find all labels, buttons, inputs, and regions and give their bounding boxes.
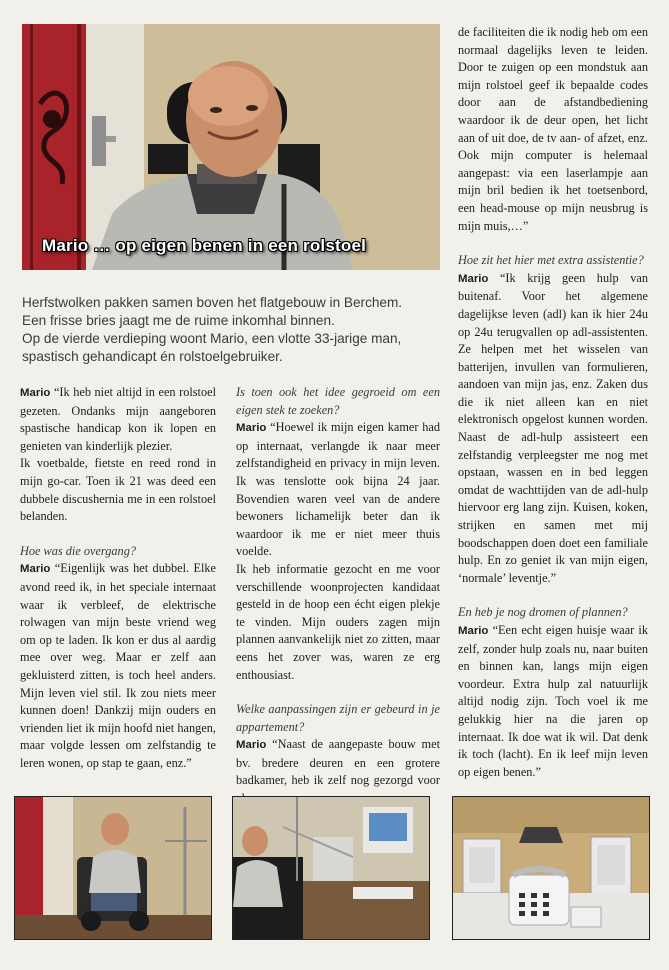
- speaker-label: Mario: [20, 387, 51, 399]
- interview-question: Hoe zit het hier met extra assistentie?: [458, 253, 644, 268]
- hero-caption: Mario … op eigen benen in een rolstoel: [42, 236, 367, 255]
- paragraph-text: “Hoewel ik mijn eigen kamer had op internaat, verlangde ik naar meer zelfstandigheid en privacy in mijn leven. Ik was tenslotte ook bijna 24 jaar. Bovendien waren veel van de andere bewoners lichamelijk beter dan ik waardoor ik me er niet meer thuis voelde.: [236, 420, 440, 559]
- paragraph-text: “Ik heb niet altijd in een rolstoel gezeten. Ondanks mijn aangeboren spastische handicap kon ik lopen en genieten van kinderlijk plezier.: [20, 385, 216, 453]
- paragraph: [20, 560, 216, 772]
- interview-question: Hoe was die overgang?: [20, 543, 137, 558]
- intro-line: Op de vierde verdieping woont Mario, een vlotte 33-jarige man,: [22, 331, 402, 346]
- interview-question: Is toen ook het idee gegroeid om een eigen stek te zoeken?: [236, 385, 440, 417]
- hero-photo-illustration: [22, 24, 440, 270]
- photo-living-room: [14, 796, 212, 940]
- paragraph: [20, 384, 216, 455]
- intro-line: spastisch gehandicapt én rolstoelgebruiker.: [22, 349, 283, 364]
- speaker-label: Mario: [236, 422, 267, 435]
- photo-adapted-telephone: [452, 796, 650, 940]
- speaker-label: Mario: [236, 739, 267, 752]
- intro-line: Herfstwolken pakken samen boven het flatgebouw in Berchem.: [22, 295, 403, 310]
- paragraph: Ik heb informatie gezocht en me voor verschillende woonprojecten kandidaat gesteld in de hoop een écht eigen plekje te vinden. Mijn ouders zagen mijn plannen aanvankelijk niet zo zitten, maar eens het zover was, waren ze erg enthousiast.: [236, 561, 440, 682]
- intro-line: Een frisse bries jaagt me de ruime inkomhal binnen.: [22, 313, 335, 328]
- paragraph-text: “Naast de aangepaste bouw met bv. bredere deuren en een grotere badkamer, heb ik zelf nog gezorgd voor: [236, 737, 440, 788]
- interview-question: Welke aanpassingen zijn er gebeurd in je appartement?: [236, 702, 440, 734]
- article-column-3: [458, 24, 648, 851]
- interview-question: En heb je nog dromen of plannen?: [458, 605, 628, 620]
- paragraph: [458, 622, 648, 781]
- paragraph-text: “Ik krijg geen hulp van buitenaf. Voor het algemene dagelijkse leven (adl) kan ik hier 24u op 24u terugvallen op adl-assistenten. Ze helpen met het wisselen van batterijen, invullen van formulieren, aandoen van mijn jas, enz. Zaken dus die ik niet alleen kan en niet elektronisch opgelost kunnen worden. Naast de adl-hulp assisteert een zelfstandig verpleegster me nog met opstaan, wassen en in bed leggen omdat de wachttijden van de adl-hulp hiervoor erg lang zijn. Kuisen, koken, strijken en samen met mij boodschappen doen doet een familiale hulp. En zo geniet ik van mijn eigen, ‘normale’ leventje.”: [458, 270, 648, 585]
- paragraph: Ik voetbalde, fietste en reed rond in mijn go-car. Toen ik 21 was deed een dubbele discushernia me in een rolstoel belanden.: [20, 456, 216, 524]
- paragraph-text: “Een echt eigen huisje waar ik zelf, zonder hulp zoals nu, naar buiten en binnen kan, langs mijn eigen voordeur. Extra hulp zal natuurlijk altijd nodig zijn. Toch voel ik me gelukkig hier na die jaren op internaat. Ik doe wat ik wil. Dat denk ik toch (lacht). En ik leef mijn leven op eigen benen.”: [458, 623, 648, 779]
- speaker-label: Mario: [458, 272, 489, 285]
- speaker-label: Mario: [20, 563, 51, 576]
- article-column-2: [236, 384, 440, 808]
- speaker-label: Mario: [458, 625, 489, 637]
- paragraph: [458, 270, 648, 588]
- intro-lead: [22, 294, 452, 366]
- article-column-1: [20, 384, 216, 772]
- paragraph-text: “Eigenlijk was het dubbel. Elke avond reed ik, in het speciale internaat waar ik verbleef, de elektrische rolwagen van mijn beste vriend weg om op te laden. Ik kon er dus al aardig mee over weg. Maar er zelf aan gekluisterd zitten, is toch heel anders. Mijn leven viel stil. Ik zou niets meer kunnen doen! Dankzij mijn ouders en vrienden liet ik mijn hoofd niet hangen, maar volgde lessen om zelfstandig te leren wonen, op stap te gaan, enz.”: [20, 561, 216, 770]
- paragraph: de faciliteiten die ik nodig heb om een normaal dagelijks leven te leiden. Door te zuigen op een mondstuk aan mijn rolstoel geef ik bepaalde codes door aan de afstandbediening waardoor ik de deur open, het licht aan of uit doe, de tv aan- of afzet, enz. Ook mijn computer is helemaal aangepast: via een laserlampje aan mijn bril bedien ik het toetsenbord, een head-mouse op mijn neusbrug is mijn muis,…”: [458, 25, 648, 233]
- paragraph: [236, 419, 440, 561]
- hero-photo: [22, 24, 440, 270]
- photo-computer-desk: [232, 796, 430, 940]
